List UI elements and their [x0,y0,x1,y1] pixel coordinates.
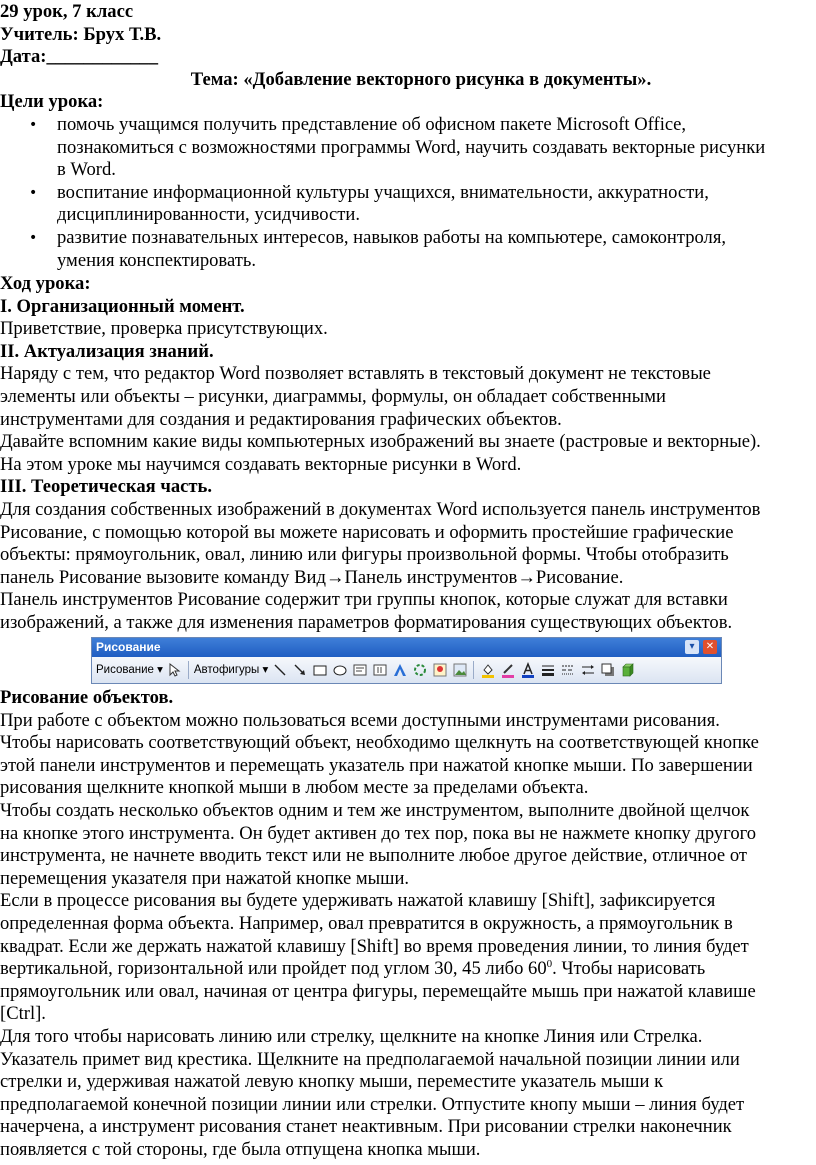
draw-menu-button: Рисование ▾ [96,663,163,676]
close-icon: ✕ [703,640,717,654]
paragraph-line: элементы или объекты – рисунки, диаграммы, формулы, он обладает собственными [0,385,666,407]
wordart-icon [391,662,408,679]
goals-heading: Цели урока: [0,91,104,113]
diagram-icon [411,662,428,679]
paragraph-line: появляется с той стороны, где была отпущена кнопка мыши. [0,1138,481,1160]
rectangle-icon [311,662,328,679]
clipart-icon [431,662,448,679]
course-heading: Ход урока: [0,273,91,294]
paragraph-line: инструментами для создания и редактирования графических объектов. [0,408,562,430]
section-title: Рисование объектов. [0,687,174,708]
paragraph-line: рисования щелкните кнопкой мыши в любом месте за пределами объекта. [0,777,589,799]
date-label: Дата:____________ [0,46,159,68]
section-text: Приветствие, проверка присутствующих. [0,318,328,340]
3d-icon [619,662,636,679]
paragraph-line: перемещения указателя при нажатой кнопке мыши. [0,867,410,889]
paragraph-line: начерчена, а инструмент рисования станет неактивным. При рисовании стрелки наконечник [0,1116,732,1138]
toolbar-buttons-row [92,657,721,683]
paragraph-line: Наряду с тем, что редактор Word позволяет вставлять в текстовый документ не текстовые [0,363,711,385]
shadow-icon [599,662,616,679]
paragraph-line: Давайте вспомним какие виды компьютерных изображений вы знаете (растровые и векторные). [0,431,761,453]
picture-icon [451,662,468,679]
pointer-icon [166,662,183,679]
toolbar-options-icon: ▾ [685,640,699,654]
line-color-icon [499,662,516,679]
paragraph-line: Рисование, с помощью которой вы можете нарисовать и оформить простейшие графические [0,521,734,543]
goals-list [0,114,816,272]
section-title: II. Актуализация знаний. [0,340,214,362]
paragraph-line: Чтобы создать несколько объектов одним и тем же инструментом, выполните двойной щелчок [0,799,750,821]
document-header [0,1,812,114]
paragraph-line: Для создания собственных изображений в документах Word используется панель инструментов [0,498,761,520]
toolbar-title: Рисование [96,640,161,654]
paragraph-line: квадрат. Если же держать нажатой клавишу [Shift] во время проведения линии, то линия будет [0,935,749,957]
paragraph-line: объекты: прямоугольник, овал, линию или фигуры произвольной формы. Чтобы отобразить [0,544,729,566]
line-style-icon [539,662,556,679]
paragraph-line: на кнопке этого инструмента. Он будет активен до тех пор, пока вы не нажмете кнопку другого [0,822,757,844]
paragraph-line: Указатель примет вид крестика. Щелкните на предполагаемой начальной позиции линии или [0,1048,740,1070]
autoshapes-menu-button: Автофигуры ▾ [193,663,269,676]
arrow-style-icon [579,662,596,679]
paragraph-line: Для того чтобы нарисовать линию или стрелку, щелкните на кнопке Линия или Стрелка. [0,1025,703,1047]
textbox-icon [351,662,368,679]
paragraph-line: Панель инструментов Рисование содержит три группы кнопок, которые служат для вставки [0,589,728,611]
paragraph-line: панель Рисование вызовите команду Вид→Панель инструментов→Рисование. [0,566,624,588]
paragraph-line: определенная форма объекта. Например, овал превратится в окружность, а прямоугольник в [0,912,733,934]
font-color-icon [519,662,536,679]
lesson-course [0,273,812,635]
vertical-textbox-icon [371,662,388,679]
oval-icon [331,662,348,679]
paragraph-line: инструмента, не начнете вводить текст или не выполните любое другое действие, отличное от [0,845,747,867]
goal-item: • помочь учащимся получить представление об офисном пакете Microsoft Office, познакомиться с возможностями программы Word, научить создавать векторные рисунки в Word. [57,114,816,182]
line-icon [271,662,288,679]
paragraph-line: прямоугольник или овал, начиная от центра фигуры, перемещайте мышь при нажатой клавише [0,980,756,1002]
section-title: III. Теоретическая часть. [0,476,212,498]
dash-style-icon [559,662,576,679]
section-title: I. Организационный момент. [0,295,245,317]
fill-color-icon [479,662,496,679]
goal-item: • воспитание информационной культуры учащихся, внимательности, аккуратности, дисциплинированности, усидчивости. [57,182,816,227]
degree-superscript: 0 [546,958,553,971]
paragraph-line: Чтобы нарисовать соответствующий объект, необходимо щелкнуть на соответствующей кнопке [0,732,759,754]
drawing-toolbar-image [91,637,722,684]
topic-title: Тема: «Добавление векторного рисунка в документы». [190,68,652,90]
paragraph-line: предполагаемой конечной позиции линии или стрелки. Отпустите кнопу мыши – линия будет [0,1093,745,1115]
paragraph-line: этой панели инструментов и перемещать указатель при нажатой кнопке мыши. По завершении [0,754,753,776]
paragraph-line: [Ctrl]. [0,1003,46,1025]
paragraph-line: стрелки и, удерживая нажатой левую кнопку мыши, переместите указатель мыши к [0,1071,664,1093]
paragraph-line: При работе с объектом можно пользоваться всеми доступными инструментами рисования. [0,709,720,731]
paragraph-line: На этом уроке мы научимся создавать векторные рисунки в Word. [0,453,522,475]
paragraph-line: вертикальной, горизонтальной или пройдет под углом 30, 45 либо $60^0$. Чтобы нарисовать [0,958,706,980]
drawing-section [0,687,812,1161]
toolbar-title-bar [92,638,721,657]
paragraph-line: Если в процессе рисования вы будете удерживать нажатой клавишу [Shift], зафиксируется [0,890,716,912]
goal-item: • развитие познавательных интересов, навыков работы на компьютере, самоконтроля, умения конспектировать. [57,227,816,272]
lesson-label: 29 урок, 7 класс [0,1,134,22]
paragraph-line: изображений, а также для изменения параметров форматирования существующих объектов. [0,611,733,633]
arrow-icon [291,662,308,679]
teacher-label: Учитель: Брух Т.В. [0,23,162,45]
